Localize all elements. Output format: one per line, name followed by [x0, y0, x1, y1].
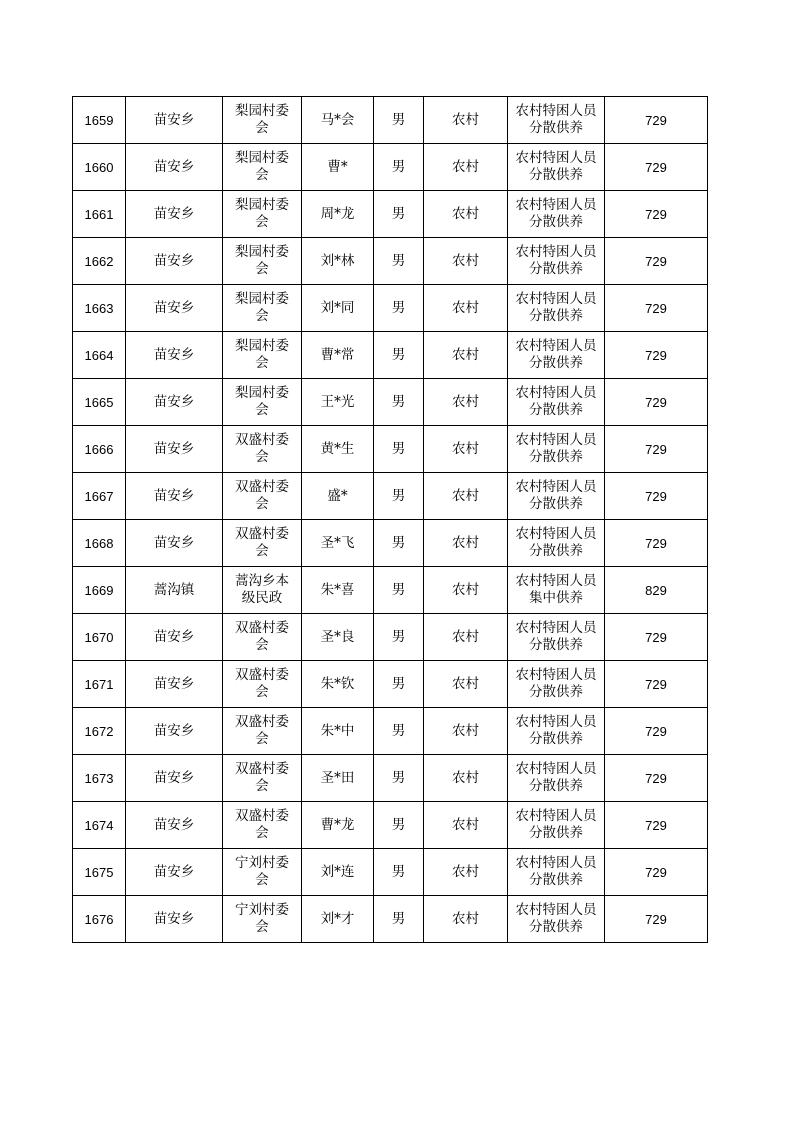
person-name-cell: 朱*中: [302, 708, 374, 755]
table-row: [73, 238, 708, 285]
amount-cell: 729: [605, 379, 708, 426]
township-cell: 苗安乡: [126, 661, 223, 708]
person-name-cell: 圣*田: [302, 755, 374, 802]
support-category-cell: 农村特困人员分散供养: [508, 144, 605, 191]
area-type-cell: 农村: [424, 567, 508, 614]
amount-cell: 729: [605, 191, 708, 238]
table-body: [73, 97, 708, 943]
table-row: [73, 661, 708, 708]
person-name-cell: 曹*: [302, 144, 374, 191]
gender-cell: 男: [374, 614, 424, 661]
area-type-cell: 农村: [424, 144, 508, 191]
gender-cell: 男: [374, 379, 424, 426]
record-number-cell: 1661: [73, 191, 126, 238]
amount-cell: 729: [605, 708, 708, 755]
table-row: [73, 520, 708, 567]
gender-cell: 男: [374, 896, 424, 943]
village-committee-cell: 宁刘村委会: [223, 849, 302, 896]
township-cell: 苗安乡: [126, 238, 223, 285]
support-category-cell: 农村特困人员分散供养: [508, 379, 605, 426]
township-cell: 苗安乡: [126, 97, 223, 144]
amount-cell: 729: [605, 238, 708, 285]
village-committee-cell: 梨园村委会: [223, 238, 302, 285]
township-cell: 苗安乡: [126, 285, 223, 332]
person-name-cell: 圣*飞: [302, 520, 374, 567]
person-name-cell: 刘*才: [302, 896, 374, 943]
village-committee-cell: 双盛村委会: [223, 614, 302, 661]
village-committee-cell: 双盛村委会: [223, 661, 302, 708]
table-row: [73, 849, 708, 896]
record-number-cell: 1668: [73, 520, 126, 567]
village-committee-cell: 双盛村委会: [223, 426, 302, 473]
gender-cell: 男: [374, 661, 424, 708]
area-type-cell: 农村: [424, 849, 508, 896]
area-type-cell: 农村: [424, 755, 508, 802]
village-committee-cell: 梨园村委会: [223, 285, 302, 332]
person-name-cell: 周*龙: [302, 191, 374, 238]
table-row: [73, 97, 708, 144]
village-committee-cell: 双盛村委会: [223, 755, 302, 802]
village-committee-cell: 双盛村委会: [223, 708, 302, 755]
area-type-cell: 农村: [424, 896, 508, 943]
township-cell: 苗安乡: [126, 802, 223, 849]
record-number-cell: 1675: [73, 849, 126, 896]
township-cell: 苗安乡: [126, 332, 223, 379]
amount-cell: 729: [605, 802, 708, 849]
area-type-cell: 农村: [424, 473, 508, 520]
person-name-cell: 盛*: [302, 473, 374, 520]
record-number-cell: 1669: [73, 567, 126, 614]
area-type-cell: 农村: [424, 332, 508, 379]
gender-cell: 男: [374, 426, 424, 473]
area-type-cell: 农村: [424, 708, 508, 755]
table-row: [73, 708, 708, 755]
township-cell: 苗安乡: [126, 426, 223, 473]
amount-cell: 729: [605, 144, 708, 191]
beneficiary-table: [72, 96, 708, 943]
support-category-cell: 农村特困人员分散供养: [508, 285, 605, 332]
amount-cell: 729: [605, 426, 708, 473]
amount-cell: 729: [605, 332, 708, 379]
table-row: [73, 379, 708, 426]
amount-cell: 729: [605, 661, 708, 708]
township-cell: 苗安乡: [126, 473, 223, 520]
record-number-cell: 1672: [73, 708, 126, 755]
document-page: [72, 96, 707, 943]
support-category-cell: 农村特困人员分散供养: [508, 708, 605, 755]
support-category-cell: 农村特困人员分散供养: [508, 802, 605, 849]
table-row: [73, 426, 708, 473]
amount-cell: 729: [605, 849, 708, 896]
gender-cell: 男: [374, 238, 424, 285]
township-cell: 苗安乡: [126, 755, 223, 802]
support-category-cell: 农村特困人员分散供养: [508, 849, 605, 896]
table-row: [73, 332, 708, 379]
village-committee-cell: 双盛村委会: [223, 473, 302, 520]
amount-cell: 729: [605, 755, 708, 802]
person-name-cell: 马*会: [302, 97, 374, 144]
support-category-cell: 农村特困人员分散供养: [508, 520, 605, 567]
support-category-cell: 农村特困人员分散供养: [508, 191, 605, 238]
township-cell: 苗安乡: [126, 849, 223, 896]
record-number-cell: 1666: [73, 426, 126, 473]
support-category-cell: 农村特困人员分散供养: [508, 896, 605, 943]
table-row: [73, 191, 708, 238]
person-name-cell: 圣*良: [302, 614, 374, 661]
amount-cell: 729: [605, 896, 708, 943]
gender-cell: 男: [374, 285, 424, 332]
record-number-cell: 1667: [73, 473, 126, 520]
gender-cell: 男: [374, 191, 424, 238]
village-committee-cell: 梨园村委会: [223, 332, 302, 379]
township-cell: 蒿沟镇: [126, 567, 223, 614]
person-name-cell: 曹*龙: [302, 802, 374, 849]
gender-cell: 男: [374, 708, 424, 755]
township-cell: 苗安乡: [126, 896, 223, 943]
gender-cell: 男: [374, 849, 424, 896]
area-type-cell: 农村: [424, 520, 508, 567]
village-committee-cell: 梨园村委会: [223, 97, 302, 144]
support-category-cell: 农村特困人员分散供养: [508, 332, 605, 379]
record-number-cell: 1665: [73, 379, 126, 426]
gender-cell: 男: [374, 520, 424, 567]
table-row: [73, 473, 708, 520]
area-type-cell: 农村: [424, 614, 508, 661]
person-name-cell: 刘*连: [302, 849, 374, 896]
village-committee-cell: 宁刘村委会: [223, 896, 302, 943]
area-type-cell: 农村: [424, 661, 508, 708]
amount-cell: 829: [605, 567, 708, 614]
amount-cell: 729: [605, 520, 708, 567]
table-row: [73, 896, 708, 943]
village-committee-cell: 双盛村委会: [223, 520, 302, 567]
support-category-cell: 农村特困人员分散供养: [508, 755, 605, 802]
gender-cell: 男: [374, 755, 424, 802]
gender-cell: 男: [374, 97, 424, 144]
amount-cell: 729: [605, 97, 708, 144]
table-row: [73, 755, 708, 802]
township-cell: 苗安乡: [126, 708, 223, 755]
township-cell: 苗安乡: [126, 520, 223, 567]
person-name-cell: 刘*同: [302, 285, 374, 332]
record-number-cell: 1673: [73, 755, 126, 802]
person-name-cell: 王*光: [302, 379, 374, 426]
area-type-cell: 农村: [424, 802, 508, 849]
record-number-cell: 1674: [73, 802, 126, 849]
table-row: [73, 144, 708, 191]
village-committee-cell: 梨园村委会: [223, 379, 302, 426]
support-category-cell: 农村特困人员分散供养: [508, 426, 605, 473]
table-row: [73, 285, 708, 332]
area-type-cell: 农村: [424, 426, 508, 473]
support-category-cell: 农村特困人员分散供养: [508, 97, 605, 144]
area-type-cell: 农村: [424, 191, 508, 238]
gender-cell: 男: [374, 473, 424, 520]
person-name-cell: 刘*林: [302, 238, 374, 285]
township-cell: 苗安乡: [126, 191, 223, 238]
area-type-cell: 农村: [424, 379, 508, 426]
support-category-cell: 农村特困人员分散供养: [508, 473, 605, 520]
record-number-cell: 1671: [73, 661, 126, 708]
person-name-cell: 黄*生: [302, 426, 374, 473]
record-number-cell: 1676: [73, 896, 126, 943]
amount-cell: 729: [605, 285, 708, 332]
area-type-cell: 农村: [424, 97, 508, 144]
support-category-cell: 农村特困人员分散供养: [508, 238, 605, 285]
village-committee-cell: 双盛村委会: [223, 802, 302, 849]
township-cell: 苗安乡: [126, 144, 223, 191]
support-category-cell: 农村特困人员分散供养: [508, 661, 605, 708]
table-row: [73, 567, 708, 614]
village-committee-cell: 梨园村委会: [223, 144, 302, 191]
support-category-cell: 农村特困人员集中供养: [508, 567, 605, 614]
record-number-cell: 1660: [73, 144, 126, 191]
record-number-cell: 1659: [73, 97, 126, 144]
village-committee-cell: 蒿沟乡本级民政: [223, 567, 302, 614]
township-cell: 苗安乡: [126, 379, 223, 426]
township-cell: 苗安乡: [126, 614, 223, 661]
amount-cell: 729: [605, 473, 708, 520]
village-committee-cell: 梨园村委会: [223, 191, 302, 238]
person-name-cell: 朱*喜: [302, 567, 374, 614]
gender-cell: 男: [374, 144, 424, 191]
table-row: [73, 614, 708, 661]
area-type-cell: 农村: [424, 238, 508, 285]
gender-cell: 男: [374, 332, 424, 379]
person-name-cell: 曹*常: [302, 332, 374, 379]
area-type-cell: 农村: [424, 285, 508, 332]
support-category-cell: 农村特困人员分散供养: [508, 614, 605, 661]
person-name-cell: 朱*钦: [302, 661, 374, 708]
record-number-cell: 1663: [73, 285, 126, 332]
table-row: [73, 802, 708, 849]
gender-cell: 男: [374, 567, 424, 614]
record-number-cell: 1662: [73, 238, 126, 285]
gender-cell: 男: [374, 802, 424, 849]
record-number-cell: 1670: [73, 614, 126, 661]
record-number-cell: 1664: [73, 332, 126, 379]
amount-cell: 729: [605, 614, 708, 661]
